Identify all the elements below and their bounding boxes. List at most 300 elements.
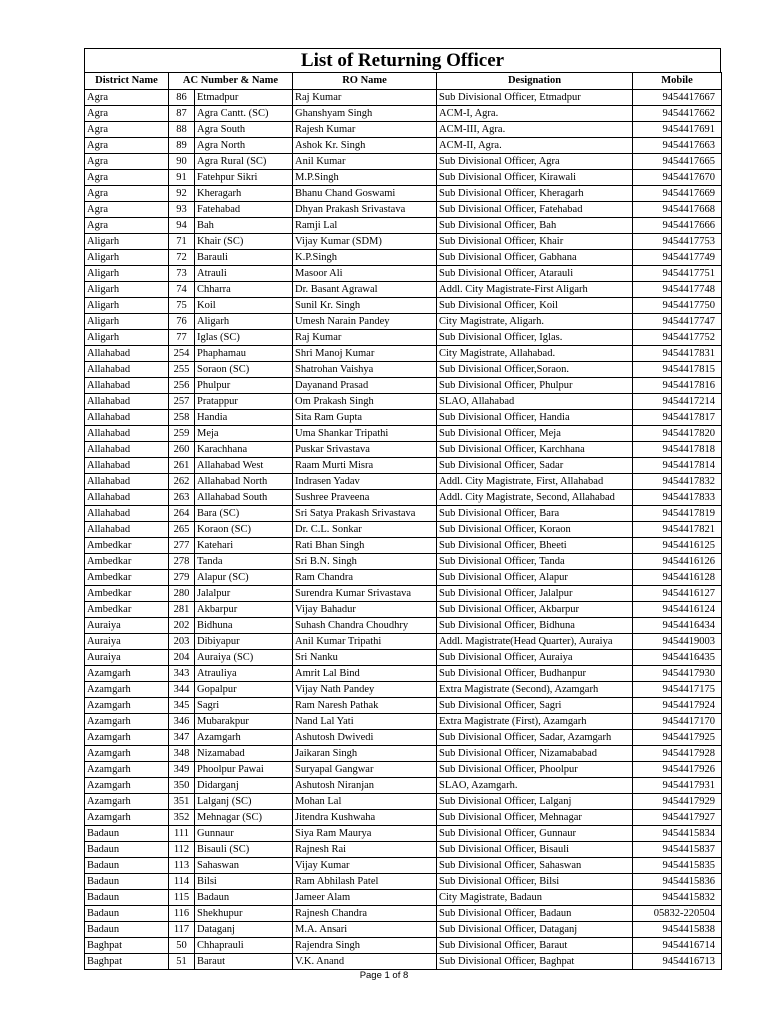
- ac-name-cell: Bidhuna: [195, 618, 293, 634]
- district-cell: Azamgarh: [85, 714, 169, 730]
- table-row: [85, 378, 722, 394]
- designation-cell: Sub Divisional Officer, Dataganj: [437, 922, 633, 938]
- ro-name-cell: Shatrohan Vaishya: [293, 362, 437, 378]
- ro-name-cell: Amrit Lal Bind: [293, 666, 437, 682]
- designation-cell: Sub Divisional Officer, Handia: [437, 410, 633, 426]
- ac-number-cell: 77: [169, 330, 195, 346]
- mobile-cell: 9454417929: [633, 794, 722, 810]
- ro-name-cell: K.P.Singh: [293, 250, 437, 266]
- ro-name-cell: Sunil Kr. Singh: [293, 298, 437, 314]
- ac-name-cell: Kheragarh: [195, 186, 293, 202]
- ac-name-cell: Alapur (SC): [195, 570, 293, 586]
- mobile-cell: 9454417665: [633, 154, 722, 170]
- ac-number-cell: 344: [169, 682, 195, 698]
- ac-name-cell: Fatehabad: [195, 202, 293, 218]
- mobile-cell: 9454417170: [633, 714, 722, 730]
- mobile-cell: 9454415832: [633, 890, 722, 906]
- ac-name-cell: Sahaswan: [195, 858, 293, 874]
- ac-number-cell: 348: [169, 746, 195, 762]
- mobile-cell: 9454417931: [633, 778, 722, 794]
- ro-name-cell: Ram Chandra: [293, 570, 437, 586]
- ac-number-cell: 255: [169, 362, 195, 378]
- ac-number-cell: 93: [169, 202, 195, 218]
- mobile-cell: 9454417930: [633, 666, 722, 682]
- ac-number-cell: 113: [169, 858, 195, 874]
- ac-name-cell: Tanda: [195, 554, 293, 570]
- district-cell: Allahabad: [85, 474, 169, 490]
- ro-name-cell: Vijay Kumar: [293, 858, 437, 874]
- mobile-cell: 9454415834: [633, 826, 722, 842]
- district-cell: Azamgarh: [85, 746, 169, 762]
- ac-name-cell: Katehari: [195, 538, 293, 554]
- ac-number-cell: 349: [169, 762, 195, 778]
- mobile-cell: 9454417668: [633, 202, 722, 218]
- table-row: [85, 442, 722, 458]
- ac-number-cell: 112: [169, 842, 195, 858]
- designation-cell: Sub Divisional Officer, Kirawali: [437, 170, 633, 186]
- ac-number-cell: 90: [169, 154, 195, 170]
- designation-cell: Sub Divisional Officer, Koraon: [437, 522, 633, 538]
- district-cell: Aligarh: [85, 250, 169, 266]
- mobile-cell: 9454417820: [633, 426, 722, 442]
- ac-name-cell: Pratappur: [195, 394, 293, 410]
- ro-name-cell: Raj Kumar: [293, 330, 437, 346]
- ac-number-cell: 73: [169, 266, 195, 282]
- district-cell: Badaun: [85, 842, 169, 858]
- designation-cell: Sub Divisional Officer, Atarauli: [437, 266, 633, 282]
- ac-number-cell: 204: [169, 650, 195, 666]
- ro-name-cell: Shri Manoj Kumar: [293, 346, 437, 362]
- table-row: [85, 122, 722, 138]
- designation-cell: Sub Divisional Officer, Baraut: [437, 938, 633, 954]
- ac-number-cell: 264: [169, 506, 195, 522]
- ac-name-cell: Allahabad South: [195, 490, 293, 506]
- ac-number-cell: 71: [169, 234, 195, 250]
- designation-cell: Sub Divisional Officer, Sahaswan: [437, 858, 633, 874]
- ac-name-cell: Sagri: [195, 698, 293, 714]
- ac-name-cell: Phoolpur Pawai: [195, 762, 293, 778]
- ac-name-cell: Bah: [195, 218, 293, 234]
- designation-cell: Sub Divisional Officer, Bheeti: [437, 538, 633, 554]
- table-row: [85, 618, 722, 634]
- table-row: [85, 426, 722, 442]
- ac-name-cell: Atrauliya: [195, 666, 293, 682]
- ro-name-cell: Raj Kumar: [293, 90, 437, 106]
- ac-name-cell: Agra Rural (SC): [195, 154, 293, 170]
- district-cell: Agra: [85, 154, 169, 170]
- district-cell: Agra: [85, 202, 169, 218]
- district-cell: Agra: [85, 218, 169, 234]
- ac-number-cell: 256: [169, 378, 195, 394]
- mobile-cell: 9454416714: [633, 938, 722, 954]
- ro-name-cell: Ghanshyam Singh: [293, 106, 437, 122]
- ac-number-cell: 263: [169, 490, 195, 506]
- ac-number-cell: 76: [169, 314, 195, 330]
- district-cell: Aligarh: [85, 314, 169, 330]
- mobile-cell: 9454417753: [633, 234, 722, 250]
- ac-number-cell: 262: [169, 474, 195, 490]
- designation-cell: Extra Magistrate (Second), Azamgarh: [437, 682, 633, 698]
- mobile-cell: 9454417750: [633, 298, 722, 314]
- header-mobile: Mobile: [633, 73, 722, 90]
- table-row: [85, 554, 722, 570]
- mobile-cell: 9454417925: [633, 730, 722, 746]
- ro-name-cell: Raam Murti Misra: [293, 458, 437, 474]
- mobile-cell: 9454417816: [633, 378, 722, 394]
- district-cell: Allahabad: [85, 346, 169, 362]
- district-cell: Azamgarh: [85, 794, 169, 810]
- ro-name-cell: Suryapal Gangwar: [293, 762, 437, 778]
- ac-number-cell: 111: [169, 826, 195, 842]
- table-row: [85, 394, 722, 410]
- ro-name-cell: Umesh Narain Pandey: [293, 314, 437, 330]
- ac-name-cell: Phulpur: [195, 378, 293, 394]
- district-cell: Allahabad: [85, 490, 169, 506]
- ro-name-cell: Ram Naresh Pathak: [293, 698, 437, 714]
- ac-number-cell: 260: [169, 442, 195, 458]
- designation-cell: Sub Divisional Officer, Nizamababad: [437, 746, 633, 762]
- ac-number-cell: 278: [169, 554, 195, 570]
- mobile-cell: 9454417815: [633, 362, 722, 378]
- mobile-cell: 9454417752: [633, 330, 722, 346]
- district-cell: Agra: [85, 138, 169, 154]
- mobile-cell: 9454416124: [633, 602, 722, 618]
- table-row: [85, 90, 722, 106]
- table-row: [85, 874, 722, 890]
- designation-cell: Sub Divisional Officer, Kheragarh: [437, 186, 633, 202]
- ac-name-cell: Barauli: [195, 250, 293, 266]
- mobile-cell: 9454417214: [633, 394, 722, 410]
- designation-cell: Sub Divisional Officer, Auraiya: [437, 650, 633, 666]
- district-cell: Agra: [85, 186, 169, 202]
- designation-cell: Addl. Magistrate(Head Quarter), Auraiya: [437, 634, 633, 650]
- ac-name-cell: Phaphamau: [195, 346, 293, 362]
- mobile-cell: 9454417928: [633, 746, 722, 762]
- ac-name-cell: Jalalpur: [195, 586, 293, 602]
- ac-number-cell: 203: [169, 634, 195, 650]
- ac-number-cell: 350: [169, 778, 195, 794]
- ac-name-cell: Chhaprauli: [195, 938, 293, 954]
- district-cell: Ambedkar: [85, 586, 169, 602]
- designation-cell: Sub Divisional Officer, Khair: [437, 234, 633, 250]
- designation-cell: SLAO, Allahabad: [437, 394, 633, 410]
- mobile-cell: 9454415835: [633, 858, 722, 874]
- designation-cell: Sub Divisional Officer, Bara: [437, 506, 633, 522]
- district-cell: Ambedkar: [85, 602, 169, 618]
- table-row: [85, 778, 722, 794]
- district-cell: Ambedkar: [85, 570, 169, 586]
- table-row: [85, 282, 722, 298]
- ac-number-cell: 280: [169, 586, 195, 602]
- designation-cell: Sub Divisional Officer, Bidhuna: [437, 618, 633, 634]
- ro-name-cell: Nand Lal Yati: [293, 714, 437, 730]
- mobile-cell: 9454416126: [633, 554, 722, 570]
- table-row: [85, 810, 722, 826]
- mobile-cell: 9454417670: [633, 170, 722, 186]
- ac-name-cell: Koraon (SC): [195, 522, 293, 538]
- ac-number-cell: 202: [169, 618, 195, 634]
- ac-name-cell: Nizamabad: [195, 746, 293, 762]
- mobile-cell: 9454417662: [633, 106, 722, 122]
- ac-name-cell: Agra Cantt. (SC): [195, 106, 293, 122]
- table-row: [85, 666, 722, 682]
- ac-number-cell: 352: [169, 810, 195, 826]
- ac-number-cell: 51: [169, 954, 195, 970]
- ro-name-cell: Rajesh Kumar: [293, 122, 437, 138]
- district-cell: Allahabad: [85, 394, 169, 410]
- designation-cell: Sub Divisional Officer, Bilsi: [437, 874, 633, 890]
- ac-name-cell: Karachhana: [195, 442, 293, 458]
- designation-cell: Sub Divisional Officer, Sadar: [437, 458, 633, 474]
- ac-number-cell: 351: [169, 794, 195, 810]
- table-row: [85, 938, 722, 954]
- page-footer: Page 1 of 8: [359, 970, 409, 981]
- district-cell: Auraiya: [85, 650, 169, 666]
- table-row: [85, 314, 722, 330]
- table-row: [85, 138, 722, 154]
- district-cell: Badaun: [85, 858, 169, 874]
- table-row: [85, 506, 722, 522]
- mobile-cell: 9454416434: [633, 618, 722, 634]
- ac-name-cell: Atrauli: [195, 266, 293, 282]
- ro-name-cell: Mohan Lal: [293, 794, 437, 810]
- ac-name-cell: Handia: [195, 410, 293, 426]
- table-row: [85, 794, 722, 810]
- ac-name-cell: Aligarh: [195, 314, 293, 330]
- ac-name-cell: Allahabad North: [195, 474, 293, 490]
- ac-number-cell: 258: [169, 410, 195, 426]
- designation-cell: ACM-II, Agra.: [437, 138, 633, 154]
- ac-number-cell: 75: [169, 298, 195, 314]
- ac-number-cell: 116: [169, 906, 195, 922]
- table-row: [85, 858, 722, 874]
- table-row: [85, 890, 722, 906]
- district-cell: Badaun: [85, 826, 169, 842]
- ro-name-cell: Jameer Alam: [293, 890, 437, 906]
- ro-name-cell: Vijay Kumar (SDM): [293, 234, 437, 250]
- page-title: List of Returning Officer: [84, 48, 721, 72]
- table-header-row: [85, 73, 722, 90]
- mobile-cell: 9454417924: [633, 698, 722, 714]
- ac-name-cell: Agra North: [195, 138, 293, 154]
- district-cell: Ambedkar: [85, 538, 169, 554]
- ac-name-cell: Khair (SC): [195, 234, 293, 250]
- district-cell: Baghpat: [85, 938, 169, 954]
- ac-name-cell: Fatehpur Sikri: [195, 170, 293, 186]
- header-district: District Name: [85, 73, 169, 90]
- designation-cell: SLAO, Azamgarh.: [437, 778, 633, 794]
- ac-name-cell: Etmadpur: [195, 90, 293, 106]
- ro-name-cell: Masoor Ali: [293, 266, 437, 282]
- ro-name-cell: M.P.Singh: [293, 170, 437, 186]
- ro-name-cell: Sita Ram Gupta: [293, 410, 437, 426]
- ac-name-cell: Bisauli (SC): [195, 842, 293, 858]
- designation-cell: City Magistrate, Aligarh.: [437, 314, 633, 330]
- ro-name-cell: Dayanand Prasad: [293, 378, 437, 394]
- table-row: [85, 746, 722, 762]
- district-cell: Ambedkar: [85, 554, 169, 570]
- ro-name-cell: Sri Nanku: [293, 650, 437, 666]
- table-row: [85, 538, 722, 554]
- mobile-cell: 9454417748: [633, 282, 722, 298]
- mobile-cell: 05832-220504: [633, 906, 722, 922]
- designation-cell: Sub Divisional Officer, Phulpur: [437, 378, 633, 394]
- district-cell: Azamgarh: [85, 762, 169, 778]
- ac-number-cell: 265: [169, 522, 195, 538]
- table-row: [85, 762, 722, 778]
- ac-number-cell: 89: [169, 138, 195, 154]
- ac-name-cell: Shekhupur: [195, 906, 293, 922]
- ac-number-cell: 88: [169, 122, 195, 138]
- table-row: [85, 586, 722, 602]
- ro-name-cell: Rajendra Singh: [293, 938, 437, 954]
- table-row: [85, 650, 722, 666]
- district-cell: Agra: [85, 122, 169, 138]
- table-row: [85, 714, 722, 730]
- header-designation: Designation: [437, 73, 633, 90]
- designation-cell: Sub Divisional Officer,Soraon.: [437, 362, 633, 378]
- designation-cell: Sub Divisional Officer, Gunnaur: [437, 826, 633, 842]
- designation-cell: Extra Magistrate (First), Azamgarh: [437, 714, 633, 730]
- ro-name-cell: Ashok Kr. Singh: [293, 138, 437, 154]
- district-cell: Badaun: [85, 874, 169, 890]
- ac-name-cell: Bara (SC): [195, 506, 293, 522]
- district-cell: Baghpat: [85, 954, 169, 970]
- designation-cell: Sub Divisional Officer, Agra: [437, 154, 633, 170]
- table-row: [85, 330, 722, 346]
- designation-cell: Sub Divisional Officer, Jalalpur: [437, 586, 633, 602]
- mobile-cell: 9454417831: [633, 346, 722, 362]
- mobile-cell: 9454417927: [633, 810, 722, 826]
- designation-cell: Addl. City Magistrate, Second, Allahabad: [437, 490, 633, 506]
- designation-cell: Sub Divisional Officer, Koil: [437, 298, 633, 314]
- ac-number-cell: 279: [169, 570, 195, 586]
- table-row: [85, 234, 722, 250]
- designation-cell: Sub Divisional Officer, Meja: [437, 426, 633, 442]
- ro-name-cell: Bhanu Chand Goswami: [293, 186, 437, 202]
- ac-name-cell: Soraon (SC): [195, 362, 293, 378]
- ac-name-cell: Badaun: [195, 890, 293, 906]
- ac-number-cell: 92: [169, 186, 195, 202]
- mobile-cell: 9454417667: [633, 90, 722, 106]
- ac-number-cell: 74: [169, 282, 195, 298]
- district-cell: Agra: [85, 170, 169, 186]
- designation-cell: Sub Divisional Officer, Baghpat: [437, 954, 633, 970]
- ro-name-cell: Dhyan Prakash Srivastava: [293, 202, 437, 218]
- ro-name-cell: Sushree Praveena: [293, 490, 437, 506]
- ac-name-cell: Iglas (SC): [195, 330, 293, 346]
- district-cell: Auraiya: [85, 618, 169, 634]
- ro-name-cell: Puskar Srivastava: [293, 442, 437, 458]
- table-row: [85, 906, 722, 922]
- mobile-cell: 9454417833: [633, 490, 722, 506]
- designation-cell: ACM-I, Agra.: [437, 106, 633, 122]
- table-row: [85, 922, 722, 938]
- designation-cell: Sub Divisional Officer, Karchhana: [437, 442, 633, 458]
- mobile-cell: 9454417817: [633, 410, 722, 426]
- ro-name-cell: Ram Abhilash Patel: [293, 874, 437, 890]
- ro-name-cell: Indrasen Yadav: [293, 474, 437, 490]
- district-cell: Allahabad: [85, 522, 169, 538]
- district-cell: Badaun: [85, 922, 169, 938]
- district-cell: Azamgarh: [85, 682, 169, 698]
- ac-number-cell: 94: [169, 218, 195, 234]
- table-row: [85, 202, 722, 218]
- ac-name-cell: Auraiya (SC): [195, 650, 293, 666]
- designation-cell: Sub Divisional Officer, Budhanpur: [437, 666, 633, 682]
- ac-number-cell: 115: [169, 890, 195, 906]
- ac-number-cell: 281: [169, 602, 195, 618]
- mobile-cell: 9454417832: [633, 474, 722, 490]
- district-cell: Azamgarh: [85, 778, 169, 794]
- table-row: [85, 410, 722, 426]
- mobile-cell: 9454416713: [633, 954, 722, 970]
- ac-number-cell: 345: [169, 698, 195, 714]
- table-row: [85, 490, 722, 506]
- mobile-cell: 9454415836: [633, 874, 722, 890]
- ac-name-cell: Gopalpur: [195, 682, 293, 698]
- ac-number-cell: 346: [169, 714, 195, 730]
- ac-name-cell: Chharra: [195, 282, 293, 298]
- district-cell: Aligarh: [85, 282, 169, 298]
- ac-number-cell: 261: [169, 458, 195, 474]
- district-cell: Azamgarh: [85, 698, 169, 714]
- returning-officer-sheet: [84, 48, 721, 970]
- designation-cell: Sub Divisional Officer, Sagri: [437, 698, 633, 714]
- table-row: [85, 170, 722, 186]
- ro-name-cell: Sri B.N. Singh: [293, 554, 437, 570]
- table-row: [85, 186, 722, 202]
- designation-cell: Sub Divisional Officer, Sadar, Azamgarh: [437, 730, 633, 746]
- table-row: [85, 682, 722, 698]
- ac-name-cell: Meja: [195, 426, 293, 442]
- mobile-cell: 9454417663: [633, 138, 722, 154]
- ac-name-cell: Dataganj: [195, 922, 293, 938]
- mobile-cell: 9454417926: [633, 762, 722, 778]
- district-cell: Azamgarh: [85, 810, 169, 826]
- mobile-cell: 9454417814: [633, 458, 722, 474]
- mobile-cell: 9454417821: [633, 522, 722, 538]
- ac-number-cell: 347: [169, 730, 195, 746]
- ac-name-cell: Azamgarh: [195, 730, 293, 746]
- designation-cell: Sub Divisional Officer, Lalganj: [437, 794, 633, 810]
- ac-name-cell: Dibiyapur: [195, 634, 293, 650]
- designation-cell: City Magistrate, Badaun: [437, 890, 633, 906]
- ac-name-cell: Akbarpur: [195, 602, 293, 618]
- table-row: [85, 826, 722, 842]
- table-row: [85, 730, 722, 746]
- mobile-cell: 9454417666: [633, 218, 722, 234]
- ac-name-cell: Mubarakpur: [195, 714, 293, 730]
- mobile-cell: 9454417818: [633, 442, 722, 458]
- header-ro: RO Name: [293, 73, 437, 90]
- district-cell: Aligarh: [85, 234, 169, 250]
- ro-name-cell: Vijay Nath Pandey: [293, 682, 437, 698]
- district-cell: Badaun: [85, 906, 169, 922]
- ac-number-cell: 257: [169, 394, 195, 410]
- ro-name-cell: Anil Kumar: [293, 154, 437, 170]
- ac-number-cell: 259: [169, 426, 195, 442]
- mobile-cell: 9454417747: [633, 314, 722, 330]
- ro-name-cell: Rati Bhan Singh: [293, 538, 437, 554]
- ro-name-cell: Dr. Basant Agrawal: [293, 282, 437, 298]
- table-row: [85, 346, 722, 362]
- ac-number-cell: 117: [169, 922, 195, 938]
- district-cell: Allahabad: [85, 362, 169, 378]
- ac-number-cell: 91: [169, 170, 195, 186]
- district-cell: Agra: [85, 90, 169, 106]
- mobile-cell: 9454416125: [633, 538, 722, 554]
